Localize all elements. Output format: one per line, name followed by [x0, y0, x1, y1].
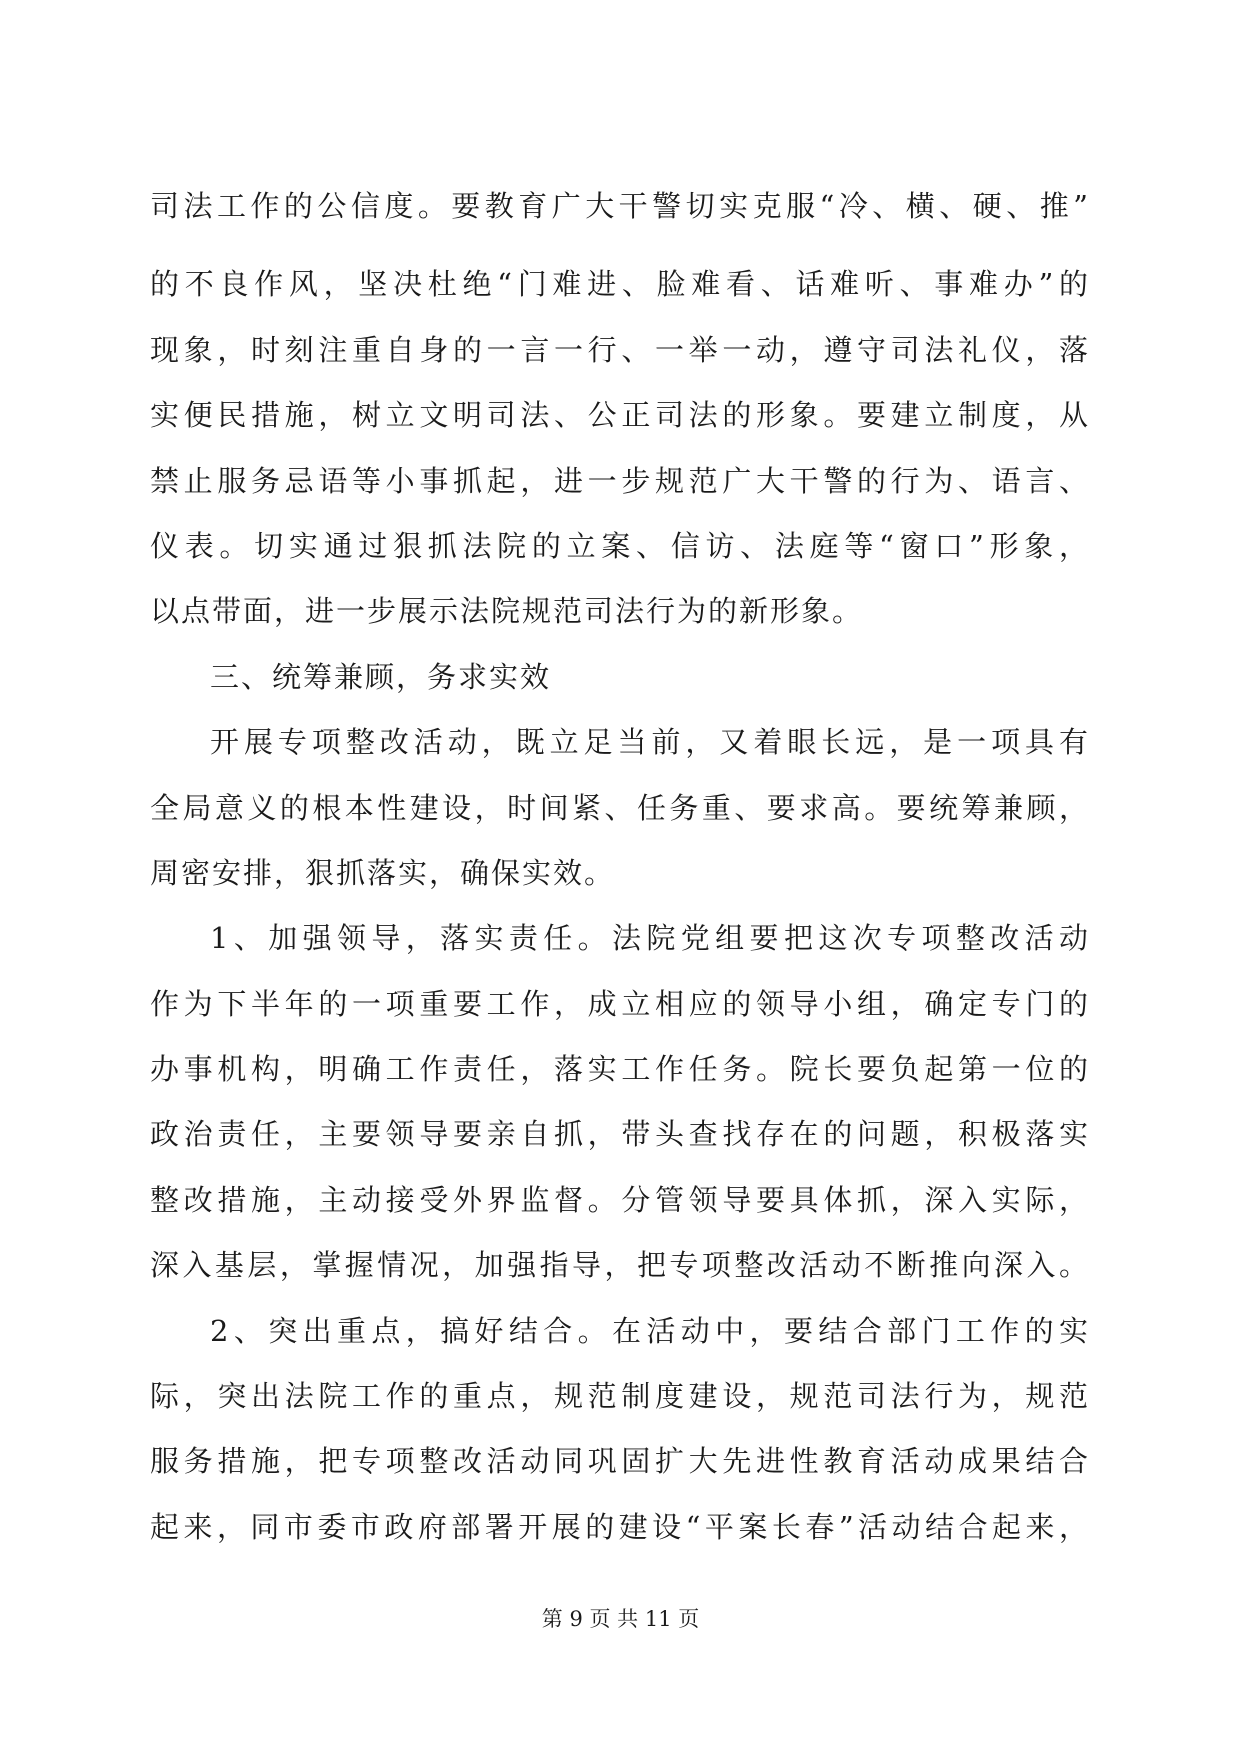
body-text-line: 作为下半年的一项重要工作，成立相应的领导小组，确定专门的 — [150, 987, 1090, 1021]
body-text-line: 禁止服务忌语等小事抓起，进一步规范广大干警的行为、语言、 — [150, 464, 1090, 498]
body-text-line: 际，突出法院工作的重点，规范制度建设，规范司法行为，规范 — [150, 1379, 1090, 1413]
body-text-line: 实便民措施，树立文明司法、公正司法的形象。要建立制度，从 — [150, 398, 1090, 432]
section-heading: 三、统筹兼顾，务求实效 — [210, 660, 552, 694]
body-text-line: 周密安排，狠抓落实，确保实效。 — [150, 856, 616, 890]
body-text-line: 的不良作风，坚决杜绝“门难进、脸难看、话难听、事难办”的 — [150, 267, 1090, 301]
body-text-line: 整改措施，主动接受外界监督。分管领导要具体抓，深入实际， — [150, 1183, 1090, 1217]
body-text-line: 深入基层，掌握情况，加强指导，把专项整改活动不断推向深入。 — [150, 1248, 1090, 1282]
page-number-footer: 第 9 页 共 11 页 — [541, 1607, 700, 1631]
body-text-line: 以点带面，进一步展示法院规范司法行为的新形象。 — [150, 594, 864, 628]
body-text-line: 现象，时刻注重自身的一言一行、一举一动，遵守司法礼仪，落 — [150, 333, 1090, 367]
body-text-line: 司法工作的公信度。要教育广大干警切实克服“冷、横、硬、推” — [150, 189, 1090, 223]
body-text-line: 2、突出重点，搞好结合。在活动中，要结合部门工作的实 — [210, 1314, 1090, 1348]
body-text-line: 政治责任，主要领导要亲自抓，带头查找存在的问题，积极落实 — [150, 1117, 1090, 1151]
body-text-line: 起来，同市委市政府部署开展的建设“平案长春”活动结合起来， — [150, 1510, 1090, 1544]
body-text-line: 办事机构，明确工作责任，落实工作任务。院长要负起第一位的 — [150, 1052, 1090, 1086]
body-text-line: 1、加强领导，落实责任。法院党组要把这次专项整改活动 — [210, 921, 1090, 955]
body-text-line: 服务措施，把专项整改活动同巩固扩大先进性教育活动成果结合 — [150, 1444, 1090, 1478]
body-text-line: 开展专项整改活动，既立足当前，又着眼长远，是一项具有 — [210, 725, 1090, 759]
body-text-line: 全局意义的根本性建设，时间紧、任务重、要求高。要统筹兼顾， — [150, 791, 1090, 825]
body-text-line: 仪表。切实通过狠抓法院的立案、信访、法庭等“窗口”形象， — [150, 529, 1090, 563]
